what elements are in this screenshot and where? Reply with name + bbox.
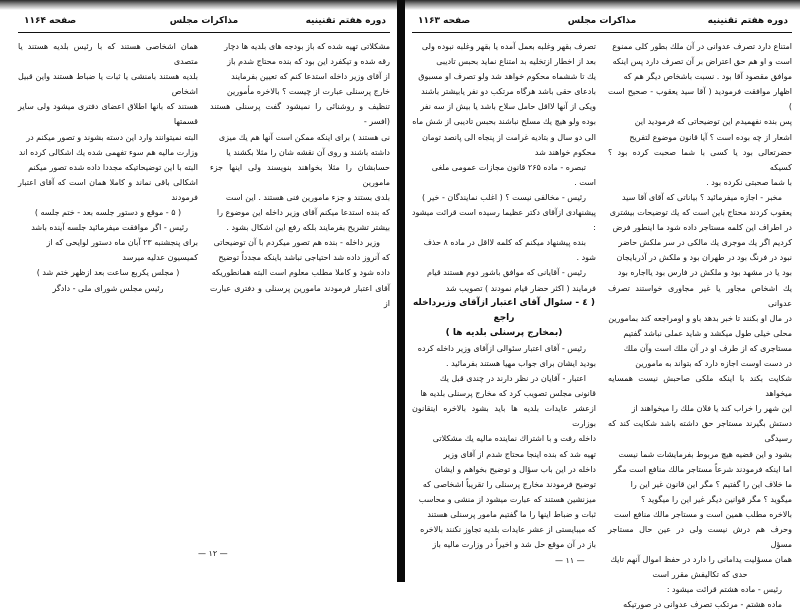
text-line: با شما صحبتی نکرده بود . (706, 177, 792, 187)
speaker-line: مخبر - اجازه میفرمائید ؟ بیاناتی که آقای آقا سید (622, 192, 782, 202)
column-right (608, 39, 792, 613)
text-line: بالاخره مطلب همین است و مستاجر مالك منافع است (614, 509, 792, 519)
text-line: بشود و این قضیه هیچ مربوط بفرمایشات شما نیست (618, 449, 792, 459)
text-line: اما اینکه فرمودند شرعاً مستاجر مالك منافع است مگر (613, 464, 792, 474)
text-line: است و او هم حق اعتراض بر آن تصرف دارد پس اینکه (612, 57, 792, 67)
text-line: داشته باشند و روی آن نقشه شان را مثلا بکشند یا (226, 147, 390, 157)
running-title: مذاکرات مجلس (169, 16, 239, 26)
text-line: هستند که بانها اطلاق اعضای دفتری میشود ولی سایر قسمتها (18, 102, 198, 127)
page-header (412, 10, 792, 33)
article-line: ماده هشتم - مرتکب تصرف عدوانی در صورتیکه (623, 600, 782, 610)
text-line: تنظیف و روشنائی را نمیشود گفت پرسنلی هستند (افسر - (210, 102, 390, 127)
page-header (18, 10, 390, 33)
text-line: اشعار از چه بوده است ؟ آیا قانون موضوع لتفریح (629, 132, 792, 142)
text-line: ثبات و ضباط اینها را ما گفتیم مامور پرسنلی هستند (427, 509, 596, 519)
text-line: ازعشر عایدات بلدیه ها باید بشود بالاخره اینقانون بوزارت (412, 404, 596, 429)
text-line: امتناع دارد تصرف عدوانی در آن ملك بطور کلی ممنوع (612, 42, 792, 51)
text-line: مستاجری که از طرف او در آن ملك است وآن ملك (623, 343, 792, 353)
text-line: حضرتعالی بود یا کسی با شما صحبت کرده بود ؟ کسیکه (608, 147, 792, 172)
signature: رئیس مجلس شورای ملی - دادگر (52, 283, 164, 293)
text-line: حسابشان را مثلا بخواهند بنویسند ولی اینها جزء مامورین (210, 162, 390, 187)
text-line: نی هستند ) برای اینکه ممکن است آنها هم یك میزی (218, 132, 390, 142)
text-line: تصرف بقهر وغلبه بعمل آمده یا بقهر وغلبه نبوده ولی (421, 42, 596, 51)
text-line: همان مسؤلیت یدامانی را دارد در حفظ اموال آنهم تایك (610, 555, 792, 565)
speaker-line: رئیس - آقایانی که موافق باشور دوم هستند قیام (427, 268, 586, 278)
text-line: بادعای حقی باشد هرگاه مرتکب دو نفر یابیشتر باشند (421, 87, 596, 97)
text-line: پس بنده نفهمیدم این توضیحاتی که فرمودید این (634, 117, 792, 127)
speaker-line: رئیس - مخالفی نیست ؟ ( اغلب نمایندگان - خیر ) (422, 192, 586, 202)
section-subheading: (بمخارج پرسنلی بلدیه ها ) (445, 327, 563, 338)
text-line: محکوم خواهند شد (534, 147, 596, 157)
text-line: نبود در فرنگ بود در طهران بود و ملکش در آذربایجان (616, 253, 792, 263)
text-line: دستش بگیرند مستاجر حق داشته باشد شکایت کند که رسیدگی (608, 419, 792, 444)
text-line: داخله رفت و با اشتراك نماینده مالیه یك مشکلاتی (432, 434, 596, 444)
text-line: توضیح فرمودند مخارج پرسنلی را تقریباً اشخاصی که (422, 479, 596, 489)
text-line: بودید ایشان برای جواب مهیا هستند بفرمائید . (445, 358, 596, 368)
text-line: از آقای وزیر داخله استدعا کنم که تعیین بفرمایند (231, 72, 390, 82)
text-line: وزارت مالیه هم سوء تفهمی شده یك اشکالی کرده اند (18, 147, 198, 157)
text-line: بنده پیشنهاد میکنم که کلمه لااقل در ماده ۸ حذف (423, 238, 586, 248)
text-line: حدی که تکالیفش مقرر است (652, 570, 748, 580)
column-left (18, 39, 198, 311)
column-left (412, 39, 596, 613)
folio-right: — ۱۱ — (555, 556, 585, 565)
speaker-line: رئیس - اگر موافقت میفرمائید جلسه آینده باشد (31, 223, 188, 233)
text-line: البته با این توضیحاتیکه مجددا داده شده تصور میکنم (28, 162, 198, 172)
text-line: خارج پرسنلی عبارت از چیست ؟ بالاخره مأمورین (226, 87, 390, 97)
speaker-line: اعتبار - آقایان در نظر دارند در چندی قبل یك (439, 374, 586, 384)
text-line: میزنشین هستند که عبارت میشود از منشی و محاسب (418, 494, 596, 504)
folio-left: — ۱۲ — (198, 549, 228, 558)
text-line: برای پنجشنبه ۲۳ آبان ماه دستور لوایحی که از (46, 238, 198, 248)
section-heading: ( ۵ - موقع و دستور جلسه بعد - ختم جلسه ) (34, 208, 182, 218)
text-line: در دست اوست اجازه دارد که بتواند به مامورین (635, 358, 792, 368)
text-line: بوده ولو هیچ یك مسلح نباشند بحبس تادیبی از شش ماه (412, 117, 596, 127)
text-line: در اطراف این کلمه مستاجر داده شود ما اینطور فرض (612, 223, 792, 233)
text-line: یك تا ششماه محکوم خواهد شد ولو تصرف او مسبوق (418, 72, 596, 82)
text-line: شکایت بکند با اینکه ملکی صاحبش نیست همسایه میخواهد (608, 374, 792, 399)
text-line: میگوید ؟ مگر قوانین دیگر غیر این را میگوید ؟ (640, 494, 792, 504)
text-line: بود یا در مشهد بود و ملکش در فارس بود یااجاره بود (617, 268, 792, 278)
text-line: اشکالی باقی نماند و کاملا همان است که آقای اعتبار فرمودند (18, 177, 198, 202)
text-line: ما خلاف این را گفتیم ؟ مگر این قانون غیر این را (630, 479, 792, 489)
right-page (412, 10, 792, 613)
text-line: این شهر را خراب کند یا فلان ملك را میخواهند از (631, 404, 792, 414)
running-title: مذاکرات مجلس (567, 16, 637, 26)
adjournment-note: ( مجلس یکربع ساعت بعد ازظهر ختم شد ) (36, 268, 180, 278)
speaker-line: رئیس - ماده هشتم قرائت میشود : (666, 585, 782, 595)
text-line: پیشنهادی ازآقای دکتر عظیما رسیده است قرائت میشود : (411, 208, 596, 233)
text-line: آقای اعتبار فرمودند مامورین پرسنلی و دفتری عبارت از (210, 283, 390, 308)
text-line: که آنروز داده شد احتیاجی نباشد باینکه مجدداً توضیح (218, 253, 390, 263)
text-line: باز در آن موقع حل شد و اخیراً در وزارت مالیه باز (432, 540, 596, 550)
column-right (210, 39, 390, 311)
book-gutter (397, 0, 405, 582)
text-line: وحرف هم درش نیست ولی در عین حال مستاجر مسؤل (608, 525, 792, 550)
text-line: که میبایستی از عشر عایدات بلدیه تجاوز نکنند بالاخره (420, 525, 596, 534)
text-line: یك اشخاص مجاور یا غیر مجاوری خواستند تصرف عدوانی (608, 283, 792, 308)
text-line: یعقوب کردند محتاج باین است که یك توضیحات بیشتری (609, 208, 792, 218)
text-line: بلدیه هستند بامنشی یا ثبات یا ضباط هستند واین قبیل اشخاص (18, 72, 198, 97)
text-line: داده شود و کاملا مطلب معلوم است البته همانطوریکه (211, 268, 390, 278)
left-page (18, 10, 390, 311)
text-line: که بنده استدعا میکنم آقای وزیر داخله این موضوع را (216, 208, 390, 218)
text-line: رقه شده و تیکفرد این بود که بنده محتاج شدم باز (227, 57, 390, 67)
text-line: تهیه شد که بنده اینجا محتاج شدم از آقای وزیر (443, 449, 596, 459)
page-number: صفحه ۱۱۶۴ (24, 16, 77, 26)
text-line: البته نمیتوانند وارد این دسته بشوند و تصور میکنم در (26, 132, 198, 142)
speaker-line: وزیر داخله - بنده هم تصور میکردم با آن توضیحاتی (213, 238, 380, 248)
session-series: دوره هفتم تقنینیه (707, 16, 788, 26)
text-line: قانونی مجلس تصویب کرد که مخارج پرسنلی بلدیه ها (420, 389, 596, 399)
section-heading: ( ٤ - سئوال آقای اعتبار ازآقای وزیرداخله راجع (412, 297, 596, 323)
text-line: بلدی بستند و جزء مامورین فنی هستند . این است (225, 192, 390, 202)
text-line: محلی خیلی طول میکشد و شاید عملی نباشد گفتیم (623, 328, 792, 338)
page-number: صفحه ۱۱۶۳ (418, 16, 471, 26)
text-line: شود . (576, 253, 596, 263)
text-line: فرمایند ( اکثر حضار قیام نمودند ) تصویب شد (445, 283, 596, 293)
text-line: بیشتر تشریح بفرمایند بلکه رفع این اشکال بشود . (226, 223, 390, 233)
text-line: است . (574, 177, 596, 187)
text-line: ویکی از آنها لااقل حامل سلاح باشد یا بیش از سه نفر (420, 102, 596, 112)
text-line: کردیم اگر یك موجری یك مالکی در سر ملکش حاضر (618, 238, 792, 248)
speaker-line: رئیس - آقای اعتبار سئوالی ازآقای وزیر داخله کرده (417, 343, 586, 353)
session-series: دوره هفتم تقنینیه (305, 16, 386, 26)
text-line: موافق مقصود آقا بود . نسبت باشخاص دیگر هم که (623, 72, 792, 82)
text-line: کمیسیون عدلیه میرسد (122, 253, 198, 263)
text-line: داخله در این باب سؤال و توضیح بخواهم و ایشان (434, 464, 596, 474)
text-line: مشکلاتی تهیه شده که باز بودجه های بلدیه ها دچار (224, 42, 390, 51)
text-line: در مال او بکنند تا خبر بدهد باو و اومراجعه کند بمامورین (608, 313, 792, 323)
text-line: اظهار موافقت فرمودید ( آقا سید یعقوب - صحیح است ) (608, 87, 792, 112)
text-line: الی دو سال و بتادیه غرامت از پنجاه الی پانصد تومان (422, 132, 596, 142)
text-line: همان اشخاصی هستند که با رئیس بلدیه هستند یا متصدی (18, 42, 198, 67)
note-line: تبصره - ماده ۲۶۵ قانون مجازات عمومی ملغی (431, 162, 586, 172)
text-line: بعد از اخطار ازتخلیه بد امتناع نماید بحبس تادیبی (436, 57, 596, 67)
